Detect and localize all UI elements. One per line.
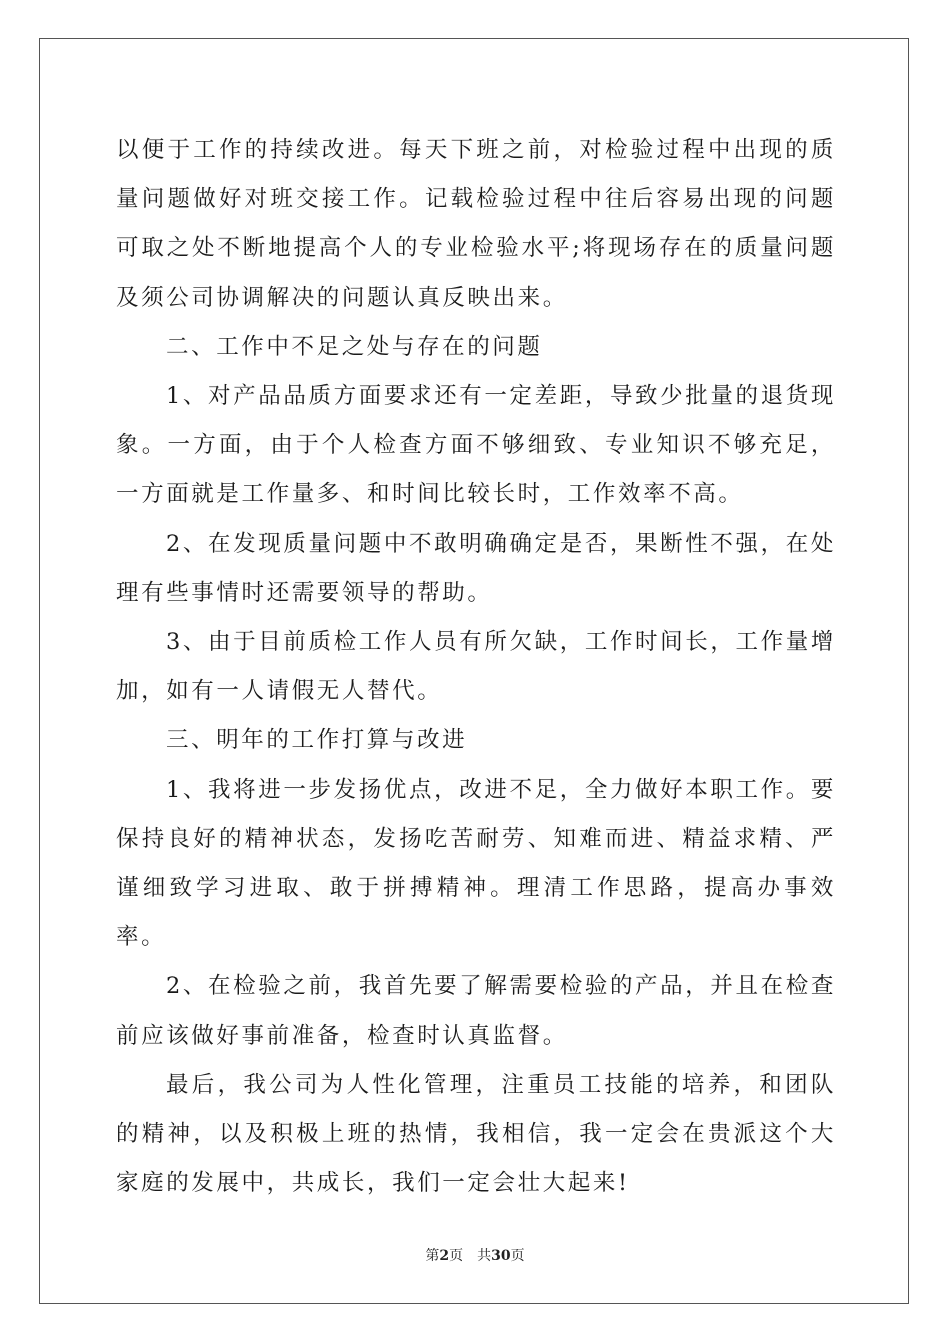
paragraph-2-1: 1、对产品品质方面要求还有一定差距，导致少批量的退货现象。一方面，由于个人检查方面不够细致、专业知识不够充足，一方面就是工作量多、和时间比较长时，工作效率不高。 <box>116 383 836 508</box>
page-prefix: 第 <box>425 1248 440 1264</box>
paragraph-2-3: 3、由于目前质检工作人员有所欠缺，工作时间长，工作量增加，如有一人请假无人替代。 <box>116 629 836 705</box>
paragraph-2-2: 2、在发现质量问题中不敢明确确定是否，果断性不强，在处理有些事情时还需要领导的帮助。 <box>116 530 836 606</box>
page-footer <box>0 1245 950 1265</box>
paragraph-1: 以便于工作的持续改进。每天下班之前，对检验过程中出现的质量问题做好对班交接工作。记载检验过程中往后容易出现的问题可取之处不断地提高个人的专业检验水平;将现场存在的质量问题及须公司协调解决的问题认真反映出来。 <box>116 137 836 311</box>
paragraph-3-2: 2、在检验之前，我首先要了解需要检验的产品，并且在检查前应该做好事前准备，检查时认真监督。 <box>116 973 836 1049</box>
page-number: 2 <box>439 1248 450 1264</box>
section-heading-3: 三、明年的工作打算与改进 <box>166 727 468 754</box>
section-heading-2: 二、工作中不足之处与存在的问题 <box>166 333 543 360</box>
document-body <box>116 126 836 1208</box>
total-prefix: 共 <box>477 1248 492 1264</box>
page-suffix: 页 <box>449 1248 464 1264</box>
total-suffix: 页 <box>510 1248 525 1264</box>
closing-paragraph: 最后，我公司为人性化管理，注重员工技能的培养，和团队的精神，以及积极上班的热情，我相信，我一定会在贵派这个大家庭的发展中，共成长，我们一定会壮大起来! <box>116 1071 836 1197</box>
total-pages: 30 <box>491 1248 511 1264</box>
paragraph-3-1: 1、我将进一步发扬优点，改进不足，全力做好本职工作。要保持良好的精神状态，发扬吃苦耐劳、知难而进、精益求精、严谨细致学习进取、敢于拼搏精神。理清工作思路，提高办事效率。 <box>116 776 836 951</box>
